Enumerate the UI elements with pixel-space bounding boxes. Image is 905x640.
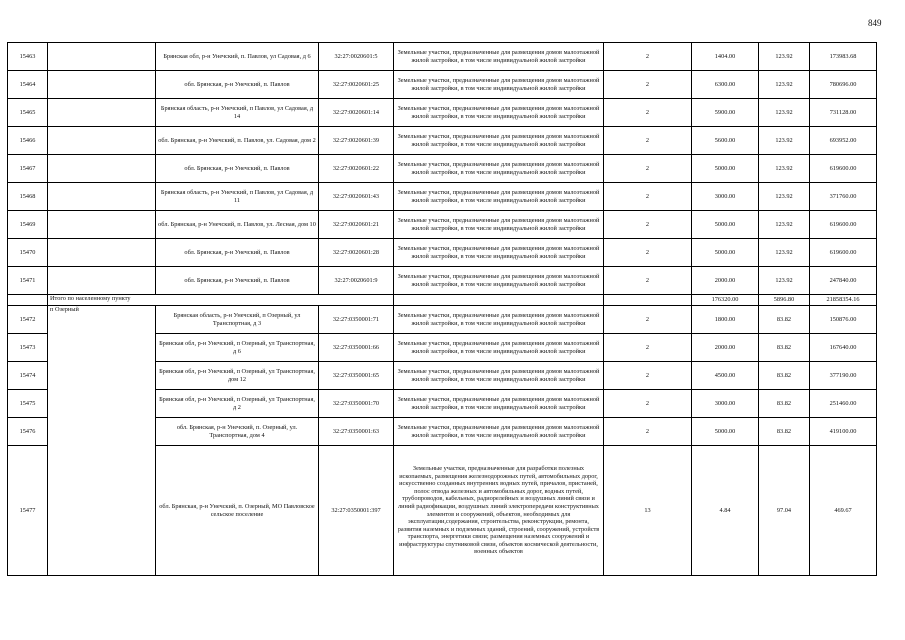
row-number-cell: 15468 [8, 183, 48, 211]
area-cell: 3000.00 [692, 183, 759, 211]
cadastral-number-cell: 32:27:0020601:39 [319, 127, 394, 155]
locality-cell [48, 155, 156, 183]
row-number-cell: 15463 [8, 43, 48, 71]
area-cell: 2000.00 [692, 267, 759, 295]
area-cell: 1800.00 [692, 306, 759, 334]
land-use-cell: Земельные участки, предназначенные для размещения домов малоэтажной жилой застройки, в том числе индивидуальной жилой застройки [394, 334, 604, 362]
subtotal-cadastral-value: 21858354.16 [810, 295, 877, 306]
cadastral-number-cell: 32:27:0020601:5 [319, 43, 394, 71]
table-row [8, 71, 877, 99]
table-row [8, 155, 877, 183]
address-cell: обл. Брянская, р-н Унечский, п. Павлов [156, 71, 319, 99]
land-use-cell: Земельные участки, предназначенные для размещения домов малоэтажной жилой застройки, в том числе индивидуальной жилой застройки [394, 155, 604, 183]
category-cell: 2 [604, 267, 692, 295]
area-cell: 5900.00 [692, 99, 759, 127]
address-cell: обл. Брянская, р-н Унечский, п. Озерный, ул. Транспортная, дом 4 [156, 418, 319, 446]
category-cell: 2 [604, 211, 692, 239]
area-cell: 5600.00 [692, 127, 759, 155]
address-cell: обл. Брянская, р-н Унечский, п. Павлов, ул. Лесная, дом 10 [156, 211, 319, 239]
subtotal-empty-cell [394, 295, 604, 306]
table-row [8, 306, 877, 334]
address-cell: обл. Брянская, р-н Унечский, п. Озерный, МО Павловское сельское поселение [156, 446, 319, 576]
cadastral-value-cell: 251460.00 [810, 390, 877, 418]
area-cell: 5000.00 [692, 418, 759, 446]
cadastral-value-cell: 619600.00 [810, 239, 877, 267]
area-cell: 4500.00 [692, 362, 759, 390]
cadastral-number-cell: 32:27:0020601:25 [319, 71, 394, 99]
land-use-cell: Земельные участки, предназначенные для размещения домов малоэтажной жилой застройки, в том числе индивидуальной жилой застройки [394, 362, 604, 390]
table-row [8, 239, 877, 267]
locality-cell [48, 71, 156, 99]
cadastral-number-cell: 32:27:0350001:66 [319, 334, 394, 362]
cadastral-value-cell: 173983.68 [810, 43, 877, 71]
locality-group-cell: п Озерный [48, 306, 156, 576]
address-cell: обл. Брянская, р-н Унечский, п. Павлов [156, 267, 319, 295]
cadastral-number-cell: 32:27:0020601:43 [319, 183, 394, 211]
unit-value-cell: 83.82 [759, 306, 810, 334]
cadastral-value-cell: 150876.00 [810, 306, 877, 334]
row-number-cell: 15467 [8, 155, 48, 183]
cadastral-number-cell: 32:27:0020601:28 [319, 239, 394, 267]
cadastral-value-cell: 469.67 [810, 446, 877, 576]
unit-value-cell: 123.92 [759, 183, 810, 211]
category-cell: 2 [604, 127, 692, 155]
address-cell: обл. Брянская, р-н Унечский, п. Павлов [156, 155, 319, 183]
land-use-cell: Земельные участки, предназначенные для размещения домов малоэтажной жилой застройки, в том числе индивидуальной жилой застройки [394, 211, 604, 239]
cadastral-number-cell: 32:27:0350001:397 [319, 446, 394, 576]
address-cell: обл. Брянская, р-н Унечский, п. Павлов [156, 239, 319, 267]
subtotal-empty-cell [8, 295, 48, 306]
row-number-cell: 15473 [8, 334, 48, 362]
address-cell: Брянская обл, р-н Унечский, п Озерный, ул Транспортная, дом 12 [156, 362, 319, 390]
land-use-cell: Земельные участки, предназначенные для размещения домов малоэтажной жилой застройки, в том числе индивидуальной жилой застройки [394, 71, 604, 99]
address-cell: Брянская область, р-н Унечский, п Озерный, ул Транспортная, д 3 [156, 306, 319, 334]
cadastral-value-cell: 167640.00 [810, 334, 877, 362]
unit-value-cell: 123.92 [759, 99, 810, 127]
cadastral-number-cell: 32:27:0350001:63 [319, 418, 394, 446]
land-use-cell: Земельные участки, предназначенные для размещения домов малоэтажной жилой застройки, в том числе индивидуальной жилой застройки [394, 99, 604, 127]
land-use-cell: Земельные участки, предназначенные для размещения домов малоэтажной жилой застройки, в том числе индивидуальной жилой застройки [394, 267, 604, 295]
area-cell: 5000.00 [692, 239, 759, 267]
locality-cell [48, 127, 156, 155]
category-cell: 2 [604, 362, 692, 390]
page-number: 849 [868, 18, 882, 28]
subtotal-unit-value: 5896.80 [759, 295, 810, 306]
land-use-cell: Земельные участки, предназначенные для размещения домов малоэтажной жилой застройки, в том числе индивидуальной жилой застройки [394, 183, 604, 211]
subtotal-area: 176320.00 [692, 295, 759, 306]
address-cell: Брянская обл, р-н Унечский, п Озерный, ул Транспортная, д 6 [156, 334, 319, 362]
cadastral-value-table [7, 42, 877, 576]
category-cell: 2 [604, 306, 692, 334]
category-cell: 13 [604, 446, 692, 576]
area-cell: 2000.00 [692, 334, 759, 362]
cadastral-value-cell: 619600.00 [810, 211, 877, 239]
land-use-cell: Земельные участки, предназначенные для размещения домов малоэтажной жилой застройки, в том числе индивидуальной жилой застройки [394, 239, 604, 267]
category-cell: 2 [604, 183, 692, 211]
row-number-cell: 15476 [8, 418, 48, 446]
area-cell: 3000.00 [692, 390, 759, 418]
unit-value-cell: 83.82 [759, 418, 810, 446]
locality-cell [48, 183, 156, 211]
table-row [8, 183, 877, 211]
row-number-cell: 15471 [8, 267, 48, 295]
row-number-cell: 15469 [8, 211, 48, 239]
unit-value-cell: 123.92 [759, 43, 810, 71]
unit-value-cell: 123.92 [759, 71, 810, 99]
locality-cell [48, 99, 156, 127]
land-use-cell: Земельные участки, предназначенные для размещения домов малоэтажной жилой застройки, в том числе индивидуальной жилой застройки [394, 43, 604, 71]
address-cell: Брянская обл, р-н Унечский, п. Павлов, ул Садовая, д 6 [156, 43, 319, 71]
cadastral-value-cell: 247840.00 [810, 267, 877, 295]
unit-value-cell: 123.92 [759, 239, 810, 267]
row-number-cell: 15470 [8, 239, 48, 267]
row-number-cell: 15472 [8, 306, 48, 334]
unit-value-cell: 97.04 [759, 446, 810, 576]
row-number-cell: 15474 [8, 362, 48, 390]
row-number-cell: 15465 [8, 99, 48, 127]
row-number-cell: 15464 [8, 71, 48, 99]
cadastral-number-cell: 32:27:0020601:21 [319, 211, 394, 239]
area-cell: 6300.00 [692, 71, 759, 99]
address-cell: Брянская обл, р-н Унечский, п Озерный, ул Транспортная, д 2 [156, 390, 319, 418]
land-use-cell: Земельные участки, предназначенные для размещения домов малоэтажной жилой застройки, в том числе индивидуальной жилой застройки [394, 418, 604, 446]
category-cell: 2 [604, 239, 692, 267]
unit-value-cell: 83.82 [759, 334, 810, 362]
category-cell: 2 [604, 71, 692, 99]
category-cell: 2 [604, 99, 692, 127]
cadastral-value-cell: 780696.00 [810, 71, 877, 99]
land-use-cell: Земельные участки, предназначенные для размещения домов малоэтажной жилой застройки, в том числе индивидуальной жилой застройки [394, 390, 604, 418]
cadastral-number-cell: 32:27:0020601:14 [319, 99, 394, 127]
table-row [8, 211, 877, 239]
category-cell: 2 [604, 334, 692, 362]
cadastral-number-cell: 32:27:0020601:9 [319, 267, 394, 295]
table-row [8, 43, 877, 71]
row-number-cell: 15475 [8, 390, 48, 418]
unit-value-cell: 123.92 [759, 155, 810, 183]
table-row [8, 127, 877, 155]
unit-value-cell: 83.82 [759, 390, 810, 418]
subtotal-empty-cell [604, 295, 692, 306]
subtotal-row [8, 295, 877, 306]
category-cell: 2 [604, 390, 692, 418]
unit-value-cell: 123.92 [759, 267, 810, 295]
area-cell: 4.84 [692, 446, 759, 576]
cadastral-value-cell: 619600.00 [810, 155, 877, 183]
unit-value-cell: 123.92 [759, 127, 810, 155]
land-use-cell: Земельные участки, предназначенные для разработки полезных ископаемых, размещения железнодорожных путей, автомобильных дорог, искусственно созданных внутренних водных путей, причалов, пристаней, полос отвода железных и автомобильных дорог, водных путей, трубопроводов, кабельных, радиорелейных и воздушных линий связи и линий радиофикации, воздушных линий электропередачи конструктивных элементов и сооружений, объектов, необходимых для эксплуатации,содержания, строительства, реконструкции, ремонта, развития наземных и подземных зданий, строений, сооружений, устройств транспорта, энергетики связи; размещения наземных сооружений и инфраструктуры спутниковой связи, объектов космической деятельности, военных объектов [394, 446, 604, 576]
category-cell: 2 [604, 43, 692, 71]
category-cell: 2 [604, 418, 692, 446]
locality-cell [48, 211, 156, 239]
category-cell: 2 [604, 155, 692, 183]
row-number-cell: 15466 [8, 127, 48, 155]
table-row [8, 99, 877, 127]
cadastral-number-cell: 32:27:0020601:22 [319, 155, 394, 183]
cadastral-number-cell: 32:27:0350001:71 [319, 306, 394, 334]
cadastral-value-cell: 419100.00 [810, 418, 877, 446]
locality-cell [48, 239, 156, 267]
table-row [8, 267, 877, 295]
cadastral-number-cell: 32:27:0350001:70 [319, 390, 394, 418]
address-cell: Брянская область, р-н Унечский, п Павлов, ул Садовая, д 14 [156, 99, 319, 127]
locality-cell [48, 267, 156, 295]
locality-cell [48, 43, 156, 71]
area-cell: 1404.00 [692, 43, 759, 71]
cadastral-value-cell: 693952.00 [810, 127, 877, 155]
cadastral-number-cell: 32:27:0350001:65 [319, 362, 394, 390]
unit-value-cell: 123.92 [759, 211, 810, 239]
row-number-cell: 15477 [8, 446, 48, 576]
subtotal-label: Итого по населенному пункту [48, 295, 394, 306]
land-use-cell: Земельные участки, предназначенные для размещения домов малоэтажной жилой застройки, в том числе индивидуальной жилой застройки [394, 306, 604, 334]
address-cell: Брянская область, р-н Унечский, п Павлов, ул Садовая, д 11 [156, 183, 319, 211]
cadastral-value-cell: 731128.00 [810, 99, 877, 127]
address-cell: обл. Брянская, р-н Унечский, п. Павлов, ул. Садовая, дом 2 [156, 127, 319, 155]
cadastral-value-cell: 371760.00 [810, 183, 877, 211]
area-cell: 5000.00 [692, 211, 759, 239]
cadastral-value-cell: 377190.00 [810, 362, 877, 390]
land-use-cell: Земельные участки, предназначенные для размещения домов малоэтажной жилой застройки, в том числе индивидуальной жилой застройки [394, 127, 604, 155]
area-cell: 5000.00 [692, 155, 759, 183]
unit-value-cell: 83.82 [759, 362, 810, 390]
